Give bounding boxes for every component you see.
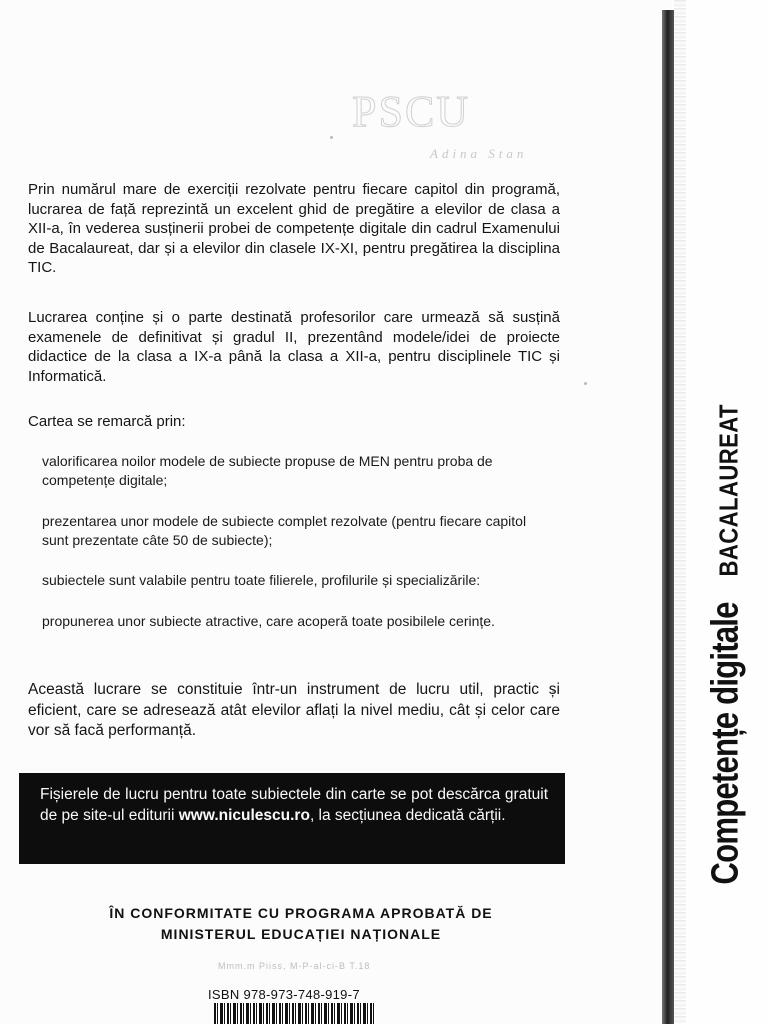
spine-text [705,373,748,946]
curriculum-compliance-notice [60,903,542,945]
spine-edge-speckle [674,0,686,1024]
download-notice-outro: , la secțiunea dedicată cărții. [309,807,506,824]
teachers-paragraph: Lucrarea conține și o parte destinată profesorilor care urmează să susțină examenele de definitivat și gradul II, prezentând modele/idei de proiecte didactice de la clasa a IX-a până la clasa a XII-a, pentru disciplinele TIC și Informatică. [28,309,560,385]
feature-item: propunerea unor subiecte atractive, care acoperă toate posibilele cerințe. [42,613,495,629]
spine-edge-shadow [662,10,674,1024]
faint-printed-line: Mmm.m Piiss, M-P-al-ci-B T.18 [218,961,371,971]
compliance-line-2: MINISTERUL EDUCAȚIEI NAȚIONALE [160,926,442,942]
conclusion-paragraph: Această lucrare se constituie într-un instrument de lucru util, practic și eficient, care se adresează atât elevilor aflați la nivel mediu, cât și celor care vor să facă performanță. [28,681,560,739]
ghost-logo: PSCU [352,87,471,136]
spine-subtitle: BACALAUREAT [713,403,744,577]
feature-item: valorificarea noilor modele de subiecte propuse de MEN pentru proba de competențe digitale; [42,453,493,488]
publisher-website-link[interactable]: www.niculescu.ro [178,807,310,824]
isbn-number: ISBN 978-973-748-919-7 [208,987,360,1002]
download-notice-intro: Fișierele de lucru pentru toate subiectele din carte se pot descărca gratuit de pe site-ul editurii [40,786,548,824]
isbn-barcode [214,1003,376,1024]
speckle-dot [584,382,587,385]
ghost-signature: Adina Stan [430,146,528,161]
feature-item: prezentarea unor modele de subiecte complet rezolvate (pentru fiecare capitol sunt prezentate câte 50 de subiecte); [42,513,527,548]
feature-item: subiectele sunt valabile pentru toate filierele, profilurile și specializările: [42,572,481,588]
intro-paragraph: Prin numărul mare de exerciții rezolvate pentru fiecare capitol din programă, lucrarea de față reprezintă un excelent ghid de pregătire a elevilor de clasa a XII-a, în vederea susținerii probei de competențe digitale din cadrul Examenului de Bacalaureat, dar și a elevilor din clasele IX-XI, pentru pregătirea la disciplina TIC. [28,181,560,276]
speckle-dot [330,136,333,139]
spine-title: Competențe digitale [704,602,747,885]
download-notice-text [40,784,548,826]
features-heading: Cartea se remarcă prin: [28,413,186,430]
compliance-line-1: ÎN CONFORMITATE CU PROGRAMA APROBATĂ DE [109,905,493,921]
